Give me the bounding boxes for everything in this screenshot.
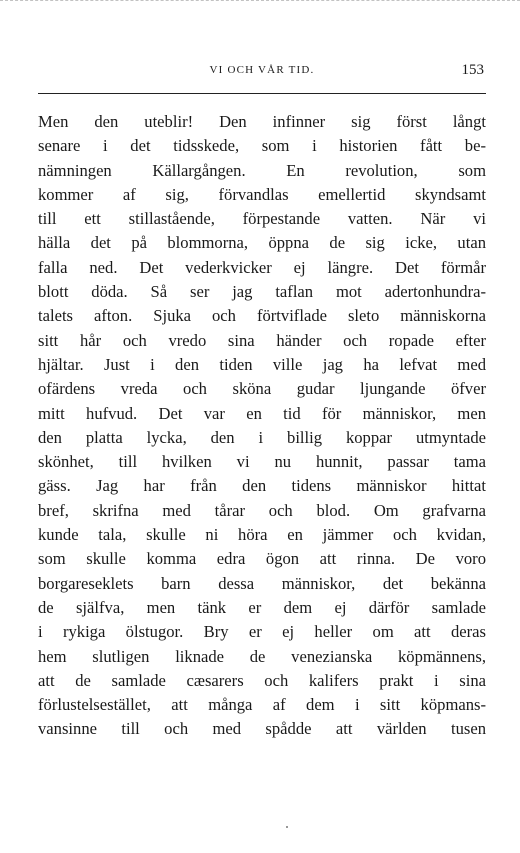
- text-line: förlustelsestället, att många af dem i sitt köpmans-: [38, 695, 486, 715]
- ink-speck: [286, 826, 288, 828]
- text-line: hem slutligen liknade de venezianska köpmännens,: [38, 646, 486, 666]
- page-top-edge: [0, 0, 520, 9]
- text-line: hälla det på blommorna, öppna de sig icke, utan: [38, 233, 486, 253]
- text-line: gäss. Jag har från den tidens människor hittat: [38, 476, 486, 496]
- text-line: som skulle komma edra ögon att rinna. De voro: [38, 549, 486, 569]
- text-line: den platta lycka, den i billig koppar utmyntade: [38, 427, 486, 447]
- text-line: senare i det tidsskede, som i historien fått be-: [38, 136, 486, 156]
- text-line: bref, skrifna med tårar och blod. Om grafvarna: [38, 500, 486, 520]
- header-rule: [38, 93, 486, 94]
- running-title: VI OCH VÅR TID.: [209, 64, 315, 76]
- text-line: de själfva, men tänk er dem ej därför samlade: [38, 597, 486, 617]
- text-line: i rykiga ölstugor. Bry er ej heller om att deras: [38, 622, 486, 642]
- text-line: kommer af sig, förvandlas emellertid skyndsamt: [38, 184, 486, 204]
- text-line: hjältar. Just i den tiden ville jag ha lefvat med: [38, 354, 486, 374]
- text-line: vansinne till och med spådde att världen tusen: [38, 719, 486, 739]
- text-line: skönhet, till hvilken vi nu hunnit, passar tama: [38, 452, 486, 472]
- text-line: ofärdens vreda och sköna gudar ljungande öfver: [38, 379, 486, 399]
- page-number: 153: [461, 62, 484, 78]
- text-line: att de samlade cæsarers och kalifers prakt i sina: [38, 670, 486, 690]
- text-line: borgareseklets barn dessa människor, det bekänna: [38, 573, 486, 593]
- text-line: Men den uteblir! Den infinner sig först långt: [38, 112, 486, 131]
- text-line: talets afton. Sjuka och förtviflade sleto människorna: [38, 306, 486, 326]
- body-text: [38, 110, 486, 742]
- text-line: nämningen Källargången. En revolution, som: [38, 160, 486, 180]
- text-line: mitt hufvud. Det var en tid för människor, men: [38, 403, 486, 423]
- text-line: blott döda. Så ser jag taflan mot adertonhundra-: [38, 282, 486, 302]
- text-line: sitt hår och vredo sina händer och ropade efter: [38, 330, 486, 350]
- text-line: falla ned. Det vederkvicker ej längre. Det förmår: [38, 257, 486, 277]
- text-line: kunde tala, skulle ni höra en jämmer och kvidan,: [38, 525, 486, 545]
- text-line: till ett stillastående, förpestande vatten. När vi: [38, 209, 486, 229]
- running-head: [38, 64, 486, 84]
